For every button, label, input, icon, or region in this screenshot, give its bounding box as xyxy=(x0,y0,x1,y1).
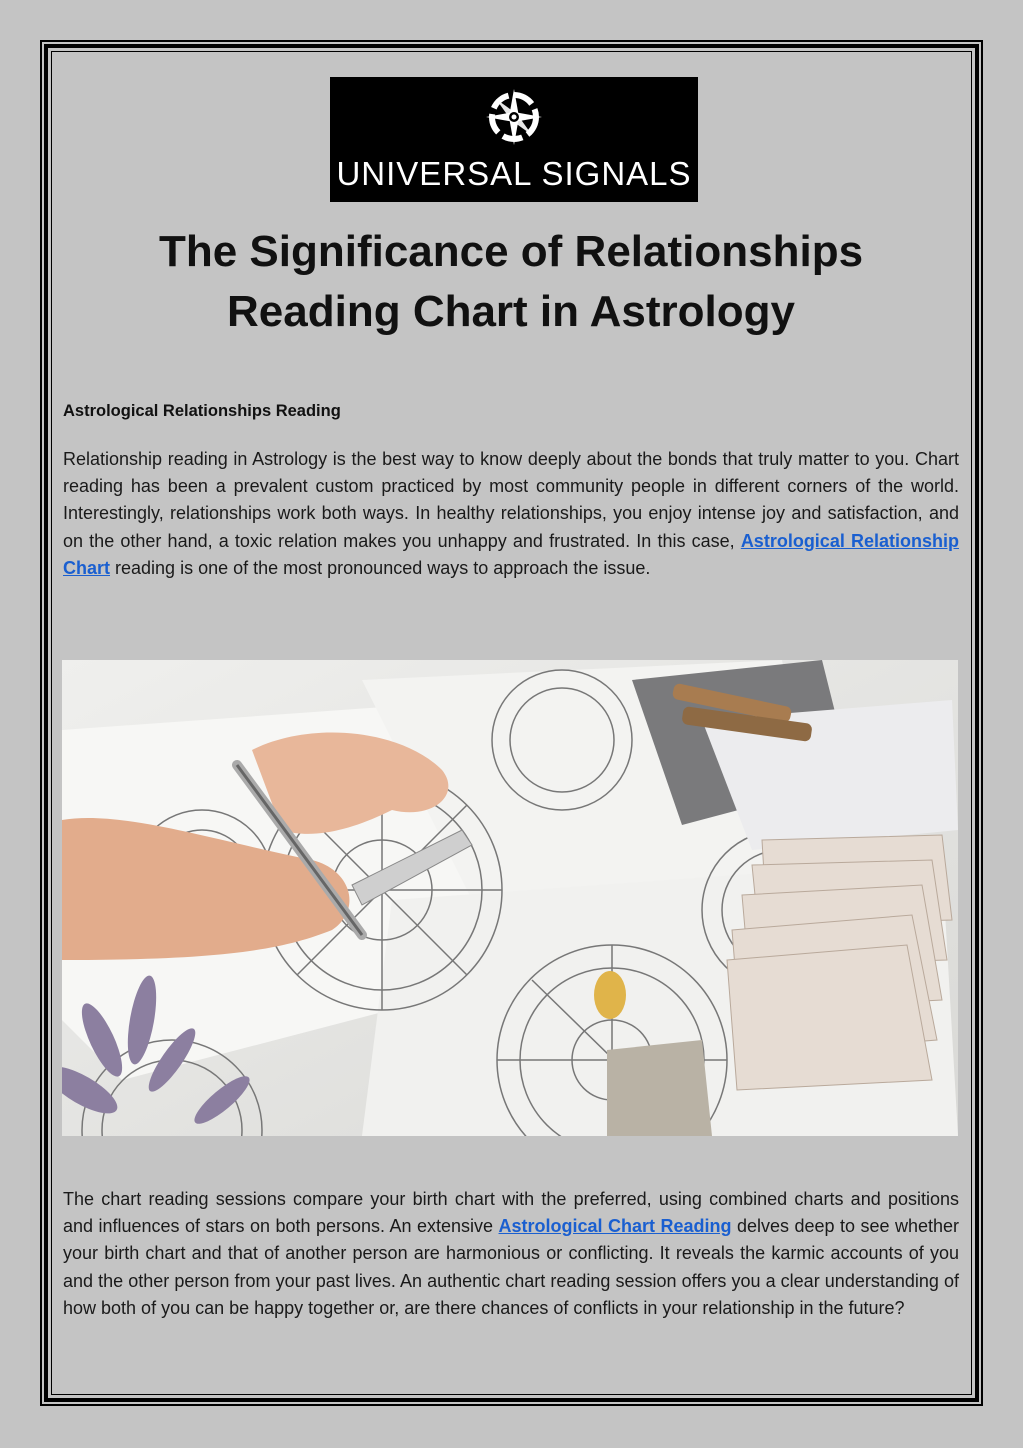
brand-name: UNIVERSAL SIGNALS xyxy=(336,155,692,192)
section-subheading: Astrological Relationships Reading xyxy=(63,402,341,420)
brand-logo xyxy=(330,77,698,202)
astrological-relationship-chart-link[interactable]: Astrological Relationship Chart xyxy=(63,530,960,578)
details-text-end: delves deep to see whether your birth chart and that of another person are harmonious or conflicting. It reveals the karmic accounts of you and the other person from your past lives. An authentic chart reading session offers you a clear understanding of how both of you can be happy together or, are there chances of conflicts in your relationship in the future? xyxy=(63,1216,960,1318)
astrology-chart-photo xyxy=(62,660,958,1136)
intro-text-start: Relationship reading in Astrology is the best way to know deeply about the bonds that truly matter to you. Chart reading has been a prevalent custom practiced by most community people in different corners of the world. Interestingly, relationships work both ways. In healthy relationships, you enjoy intense joy and satisfaction, and on the other hand, a toxic relation makes you unhappy and frustrated. In this case, xyxy=(63,449,959,551)
title-line-1: The Significance of Relationships xyxy=(158,227,864,276)
details-paragraph xyxy=(63,1186,959,1322)
intro-paragraph xyxy=(63,446,959,582)
compass-star-icon xyxy=(484,87,544,147)
title-line-2: Reading Chart in Astrology xyxy=(227,286,795,336)
astrological-chart-reading-link[interactable]: Astrological Chart Reading xyxy=(498,1216,732,1237)
intro-text-end: reading is one of the most pronounced ways to approach the issue. xyxy=(110,557,651,578)
details-text-start: The chart reading sessions compare your birth chart with the preferred, using combined charts and positions and influences of stars on both persons. An extensive xyxy=(63,1189,959,1237)
page-title xyxy=(62,222,960,342)
